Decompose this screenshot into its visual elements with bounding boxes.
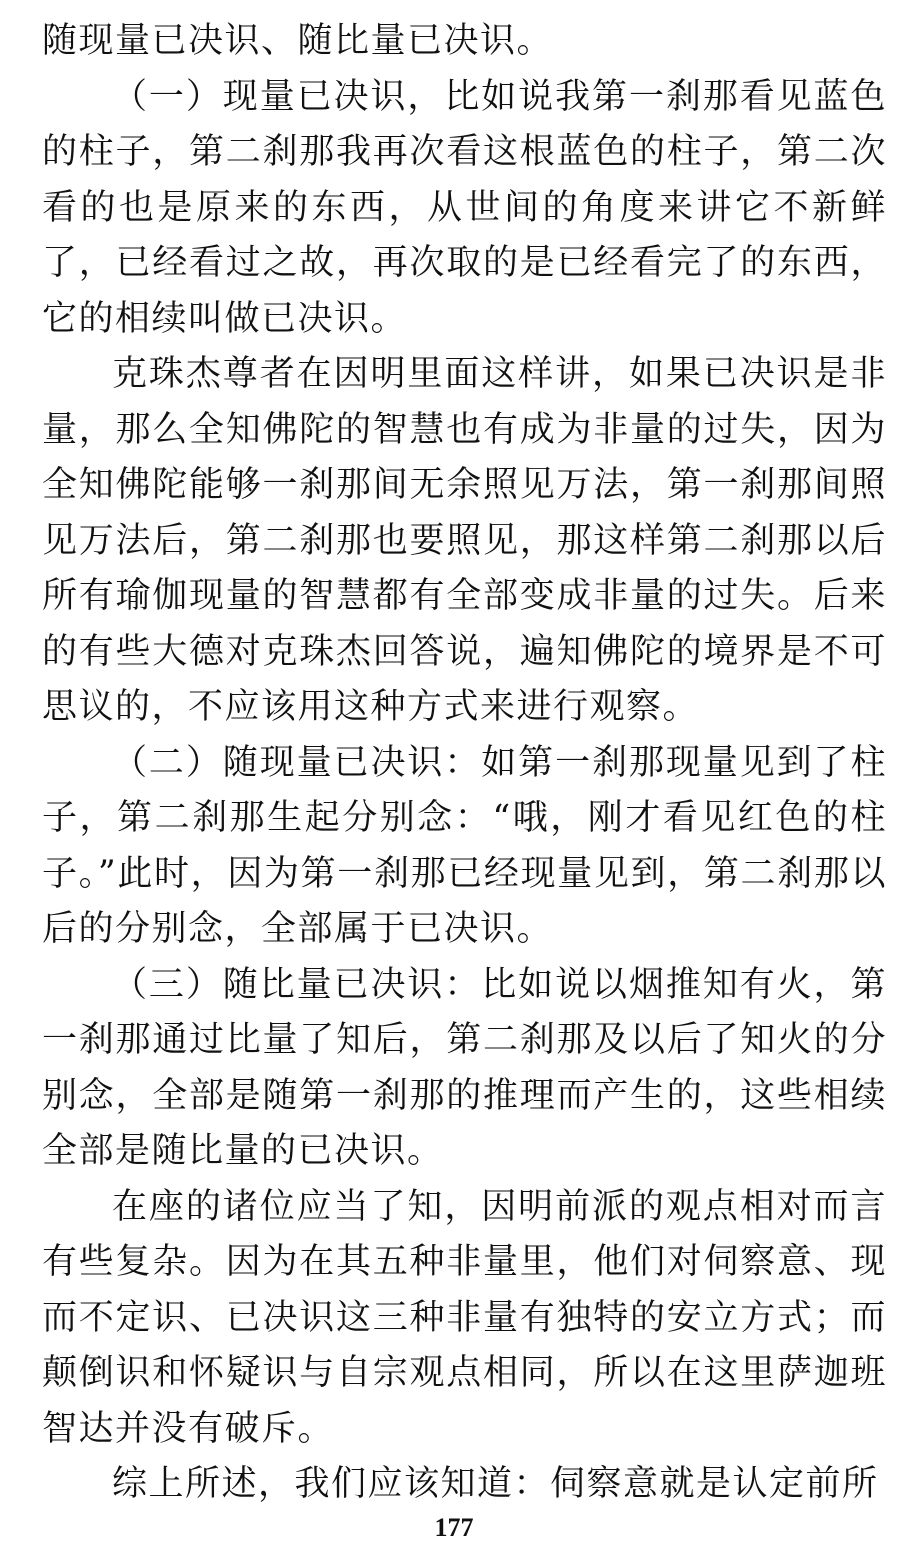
text-body	[42, 14, 887, 1513]
paragraph-2: （一）现量已决识，比如说我第一刹那看见蓝色的柱子，第二刹那我再次看这根蓝色的柱子，第二次看的也是原来的东西，从世间的角度来讲它不新鲜了，已经看过之故，再次取的是已经看完了的东西，它的相续叫做已决识。	[42, 76, 887, 339]
paragraph-1: 随现量已决识、随比量已决识。	[42, 21, 554, 61]
page-number: 177	[434, 1513, 474, 1542]
paragraph-6: 在座的诸位应当了知，因明前派的观点相对而言有些复杂。因为在其五种非量里，他们对伺察意、现而不定识、已决识这三种非量有独特的安立方式；而颠倒识和怀疑识与自宗观点相同，所以在这里萨迦班智达并没有破斥。	[42, 1186, 887, 1449]
paragraph-3: 克珠杰尊者在因明里面这样讲，如果已决识是非量，那么全知佛陀的智慧也有成为非量的过失，因为全知佛陀能够一刹那间无余照见万法，第一刹那间照见万法后，第二刹那也要照见，那这样第二刹那以后所有瑜伽现量的智慧都有全部变成非量的过失。后来的有些大德对克珠杰回答说，遍知佛陀的境界是不可思议的，不应该用这种方式来进行观察。	[42, 354, 887, 727]
paragraph-4: （二）随现量已决识：如第一刹那现量见到了柱子，第二刹那生起分别念：“哦，刚才看见红色的柱子。”此时，因为第一刹那已经现量见到，第二刹那以后的分别念，全部属于已决识。	[42, 742, 887, 949]
paragraph-7: 综上所述，我们应该知道：伺察意就是认定前所	[112, 1464, 879, 1504]
paragraph-5: （三）随比量已决识：比如说以烟推知有火，第一刹那通过比量了知后，第二刹那及以后了知火的分别念，全部是随第一刹那的推理而产生的，这些相续全部是随比量的已决识。	[42, 964, 887, 1171]
